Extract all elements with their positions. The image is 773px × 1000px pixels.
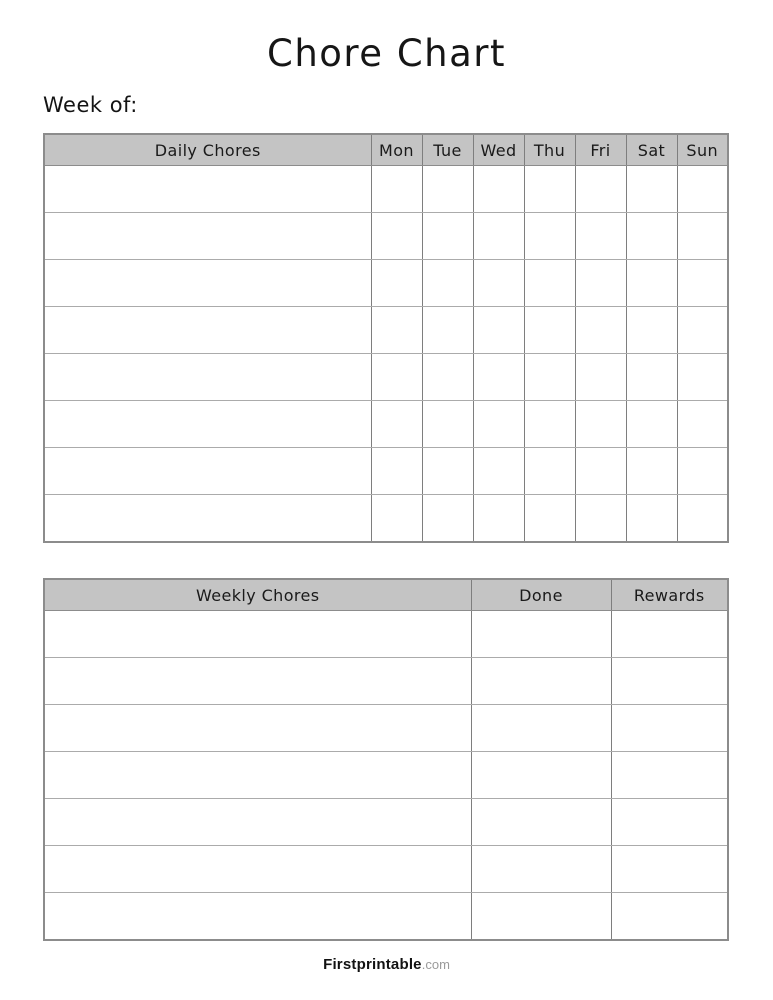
weekly-chore-name-cell (44, 799, 471, 846)
day-check-cell (677, 401, 728, 448)
day-check-cell (575, 448, 626, 495)
weekly-chore-name-cell (44, 846, 471, 893)
day-check-cell (371, 448, 422, 495)
weekly-chore-row (44, 846, 728, 893)
day-check-cell (422, 307, 473, 354)
daily-chore-row (44, 166, 728, 213)
daily-chore-row (44, 495, 728, 543)
chore-name-cell (44, 213, 371, 260)
weekly-chore-name-cell (44, 705, 471, 752)
daily-table-header-row (44, 134, 728, 166)
reward-cell (611, 658, 728, 705)
day-check-cell (575, 495, 626, 543)
day-check-cell (524, 260, 575, 307)
day-check-cell (524, 448, 575, 495)
daily-chore-row (44, 448, 728, 495)
footer-branding (0, 956, 773, 974)
chore-name-cell (44, 401, 371, 448)
chore-name-cell (44, 448, 371, 495)
done-cell (471, 752, 611, 799)
day-check-cell (677, 307, 728, 354)
weekly-chore-row (44, 752, 728, 799)
reward-cell (611, 799, 728, 846)
weekly-chore-name-cell (44, 752, 471, 799)
day-check-cell (422, 448, 473, 495)
day-check-cell (524, 213, 575, 260)
day-check-cell (473, 166, 524, 213)
weekly-chore-name-cell (44, 611, 471, 658)
day-check-cell (677, 166, 728, 213)
daily-chore-row (44, 354, 728, 401)
day-check-cell (371, 166, 422, 213)
footer-domain-suffix: .com (421, 957, 450, 972)
day-check-cell (575, 307, 626, 354)
page-title: Chore Chart (266, 32, 507, 75)
day-column-header: Fri (575, 134, 626, 166)
rewards-column-header: Rewards (611, 579, 728, 611)
chore-name-cell (44, 354, 371, 401)
day-check-cell (677, 495, 728, 543)
chore-name-cell (44, 260, 371, 307)
day-check-cell (371, 354, 422, 401)
weekly-chore-row (44, 611, 728, 658)
day-check-cell (371, 495, 422, 543)
daily-chore-row (44, 213, 728, 260)
weekly-table-header-row (44, 579, 728, 611)
day-check-cell (575, 166, 626, 213)
weekly-chore-name-cell (44, 893, 471, 941)
day-check-cell (371, 307, 422, 354)
day-check-cell (626, 166, 677, 213)
day-check-cell (677, 354, 728, 401)
daily-chore-row (44, 307, 728, 354)
done-cell (471, 893, 611, 941)
weekly-chores-column-header: Weekly Chores (44, 579, 471, 611)
day-column-header: Mon (371, 134, 422, 166)
done-cell (471, 611, 611, 658)
footer-brand-name: Firstprintable (323, 956, 422, 973)
day-check-cell (677, 260, 728, 307)
day-check-cell (371, 213, 422, 260)
day-check-cell (626, 354, 677, 401)
day-check-cell (575, 401, 626, 448)
day-check-cell (524, 354, 575, 401)
day-check-cell (473, 354, 524, 401)
day-check-cell (626, 213, 677, 260)
day-check-cell (422, 495, 473, 543)
day-check-cell (626, 401, 677, 448)
reward-cell (611, 893, 728, 941)
done-cell (471, 799, 611, 846)
day-check-cell (626, 260, 677, 307)
done-cell (471, 846, 611, 893)
day-column-header: Sat (626, 134, 677, 166)
day-check-cell (473, 448, 524, 495)
day-check-cell (473, 307, 524, 354)
weekly-chore-row (44, 705, 728, 752)
weekly-chore-row (44, 893, 728, 941)
reward-cell (611, 705, 728, 752)
day-check-cell (422, 401, 473, 448)
week-of-label: Week of: (43, 93, 138, 117)
reward-cell (611, 611, 728, 658)
weekly-chores-table (43, 578, 729, 941)
weekly-chore-row (44, 658, 728, 705)
day-column-header: Sun (677, 134, 728, 166)
day-column-header: Thu (524, 134, 575, 166)
done-cell (471, 658, 611, 705)
weekly-chore-name-cell (44, 658, 471, 705)
day-check-cell (524, 166, 575, 213)
chore-name-cell (44, 495, 371, 543)
day-check-cell (473, 401, 524, 448)
day-check-cell (371, 260, 422, 307)
done-column-header: Done (471, 579, 611, 611)
day-column-header: Tue (422, 134, 473, 166)
reward-cell (611, 752, 728, 799)
day-check-cell (422, 260, 473, 307)
day-check-cell (524, 401, 575, 448)
reward-cell (611, 846, 728, 893)
day-column-header: Wed (473, 134, 524, 166)
day-check-cell (626, 495, 677, 543)
daily-chores-column-header: Daily Chores (44, 134, 371, 166)
day-check-cell (575, 260, 626, 307)
done-cell (471, 705, 611, 752)
daily-chores-table (43, 133, 729, 543)
weekly-chore-row (44, 799, 728, 846)
day-check-cell (524, 495, 575, 543)
day-check-cell (422, 354, 473, 401)
day-check-cell (422, 213, 473, 260)
chore-name-cell (44, 166, 371, 213)
day-check-cell (626, 307, 677, 354)
day-check-cell (626, 448, 677, 495)
day-check-cell (524, 307, 575, 354)
day-check-cell (677, 448, 728, 495)
day-check-cell (422, 166, 473, 213)
day-check-cell (473, 495, 524, 543)
day-check-cell (473, 213, 524, 260)
day-check-cell (371, 401, 422, 448)
daily-chore-row (44, 401, 728, 448)
day-check-cell (575, 213, 626, 260)
daily-chore-row (44, 260, 728, 307)
day-check-cell (473, 260, 524, 307)
day-check-cell (575, 354, 626, 401)
chore-name-cell (44, 307, 371, 354)
day-check-cell (677, 213, 728, 260)
